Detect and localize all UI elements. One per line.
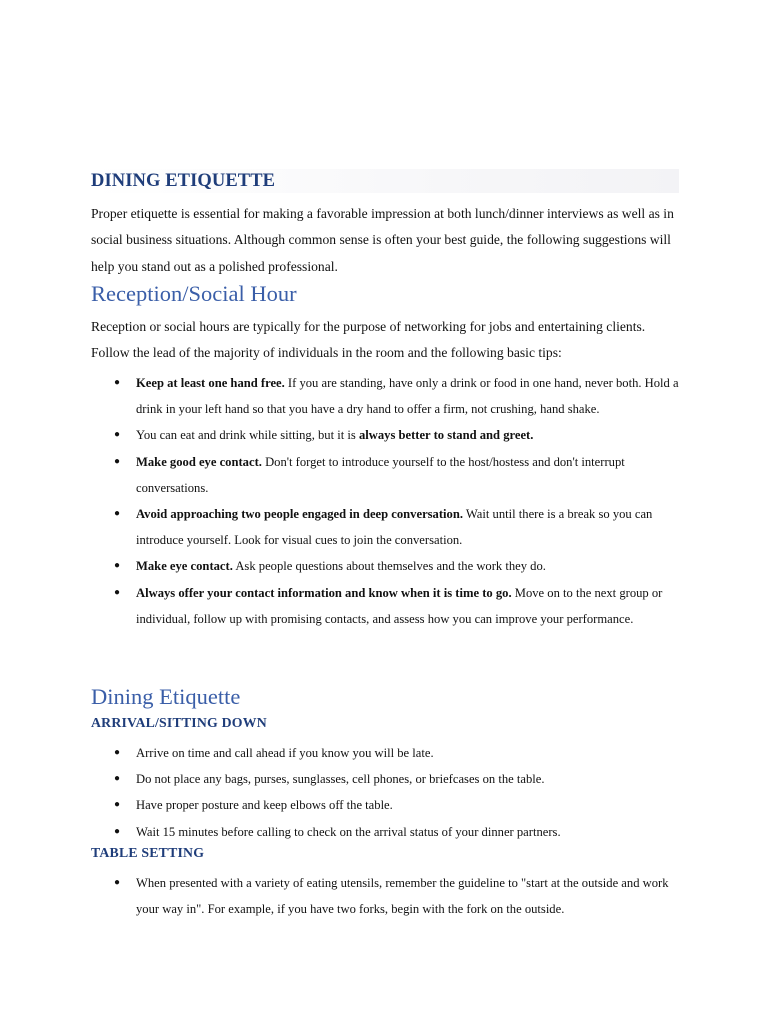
list-item: ● Avoid approaching two people engaged in deep conversation. Wait until there is a break so you can introduce yourself. Look for visual cues to join the conversation. (91, 501, 683, 553)
bullet-icon: ● (114, 747, 121, 758)
table-setting-list (91, 870, 683, 922)
table-setting-heading: TABLE SETTING (91, 845, 205, 860)
list-item: ● Do not place any bags, purses, sunglasses, cell phones, or briefcases on the table. (91, 766, 683, 792)
intro-paragraph: Proper etiquette is essential for making a favorable impression at both lunch/dinner interviews as well as in social business situations. Although common sense is often your best guide, the following suggestions will help you stand out as a polished professional. (91, 206, 674, 274)
list-item: ● Always offer your contact information and know when it is time to go. Move on to the next group or individual, follow up with promising contacts, and assess how you can improve your performance. (91, 580, 683, 632)
bullet-icon: ● (114, 455, 121, 467)
arrival-heading: ARRIVAL/SITTING DOWN (91, 715, 267, 730)
bullet-icon: ● (114, 429, 121, 441)
bullet-icon: ● (114, 508, 121, 520)
bullet-icon: ● (114, 586, 121, 598)
list-item: ● Arrive on time and call ahead if you know you will be late. (91, 740, 683, 766)
list-item: ● Make eye contact. Ask people questions about themselves and the work they do. (91, 553, 683, 579)
list-item: ● Make good eye contact. Don't forget to introduce yourself to the host/hostess and don't interrupt conversations. (91, 449, 683, 501)
list-item: ● Keep at least one hand free. If you are standing, have only a drink or food in one hand, never both. Hold a drink in your left hand so that you have a dry hand to offer a firm, not crushing, hand shake. (91, 370, 683, 422)
reception-intro: Reception or social hours are typically for the purpose of networking for jobs and entertaining clients. Follow the lead of the majority of individuals in the room and the following basic tips: (91, 319, 646, 361)
list-item: ● Wait 15 minutes before calling to check on the arrival status of your dinner partners. (91, 819, 683, 845)
document-title: DINING ETIQUETTE (91, 169, 679, 193)
bullet-icon: ● (114, 560, 121, 572)
bullet-icon: ● (114, 377, 121, 388)
arrival-list (91, 740, 683, 845)
list-item: ● When presented with a variety of eating utensils, remember the guideline to "start at the outside and work your way in". For example, if you have two forks, begin with the fork on the outside. (91, 870, 683, 922)
bullet-icon: ● (114, 877, 121, 888)
list-item: ● Have proper posture and keep elbows off the table. (91, 792, 683, 818)
dining-heading: Dining Etiquette (91, 684, 241, 709)
reception-heading: Reception/Social Hour (91, 281, 297, 306)
reception-tips-list (91, 370, 683, 632)
bullet-icon: ● (114, 773, 121, 785)
bullet-icon: ● (114, 825, 121, 837)
bullet-icon: ● (114, 799, 121, 811)
list-item: ● You can eat and drink while sitting, but it is always better to stand and greet. (91, 422, 683, 448)
